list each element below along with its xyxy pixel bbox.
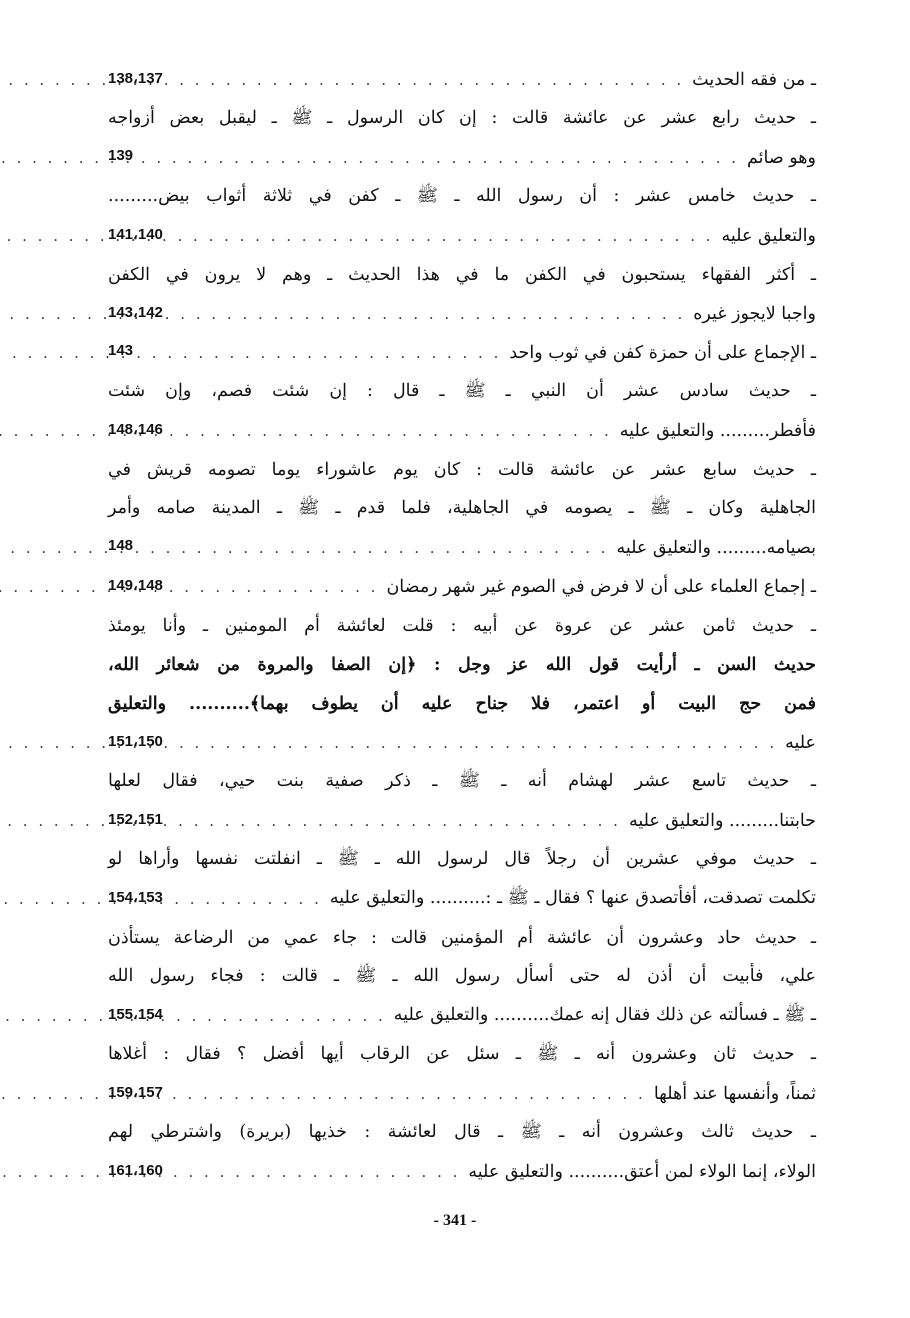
- toc-entry-line: [108, 372, 816, 411]
- toc-entry-line: [108, 294, 816, 333]
- table-of-contents: [108, 60, 816, 1191]
- toc-entry-text: ـ حديث موفي عشرين أن رجلاً قال لرسول الله ـ ﷺ ـ انفلتت نفسها وأراها لو: [108, 848, 816, 869]
- toc-entry-line: [108, 606, 816, 645]
- toc-entry-text: ـ حديث ثان وعشرون أنه ـ ﷺ ـ سئل عن الرقاب أيها أفضل ؟ فقال : أغلاها: [108, 1043, 816, 1064]
- toc-page-ref: 152،151: [108, 811, 163, 828]
- dot-leader: [0, 1085, 654, 1103]
- toc-entry-text: ـ حديث خامس عشر : أن رسول الله ـ ﷺ ـ كفن في ثلاثة أثواب بيض.........: [108, 185, 816, 206]
- toc-page-ref: 155،154: [108, 1006, 163, 1023]
- toc-page-ref: 159،157: [108, 1084, 163, 1101]
- toc-entry-text: الجاهلية وكان ـ ﷺ ـ يصومه في الجاهلية، فلما قدم ـ ﷺ ـ المدينة صامه وأمر: [108, 497, 816, 518]
- toc-entry-text: ـ حديث ثالث وعشرون أنه ـ ﷺ ـ قال لعائشة : خذيها (بريرة) واشترطي لهم: [108, 1121, 816, 1142]
- toc-entry-text: ـ الإجماع على أن حمزة كفن في ثوب واحد: [509, 342, 816, 363]
- toc-entry-line: [108, 60, 816, 99]
- toc-page-ref: 139: [108, 147, 134, 164]
- toc-entry-text: ـ ﷺ ـ فسألته عن ذلك فقال إنه عمك.......... والتعليق عليه: [393, 1004, 816, 1025]
- dot-leader: [0, 344, 509, 362]
- toc-entry-line: [108, 1074, 816, 1113]
- toc-page-ref: 141،140: [108, 226, 163, 243]
- toc-entry-line: [108, 1035, 816, 1074]
- toc-entry-text: ـ حديث ثامن عشر عن عروة عن أبيه : قلت لعائشة أم المومنين ـ وأنا يومئذ: [108, 615, 816, 636]
- toc-entry-text: حديث السن ـ أرأيت قول الله عز وجل : ﴿إن الصفا والمروة من شعائر الله،: [108, 654, 816, 675]
- toc-page-ref: 138،137: [108, 70, 163, 87]
- toc-entry-line: [108, 99, 816, 138]
- toc-entry-text: ـ حديث رابع عشر عن عائشة قالت : إن كان الرسول ـ ﷺ ـ ليقبل بعض أزواجه: [108, 107, 816, 128]
- toc-entry-line: [108, 684, 816, 723]
- toc-entry-text: ثمناً، وأنفسها عند أهلها: [653, 1083, 816, 1104]
- page-number: - 341 -: [433, 1212, 477, 1229]
- toc-page-ref: 143،142: [108, 304, 163, 321]
- toc-entry-line: [108, 1152, 816, 1191]
- toc-page-ref: 161،160: [108, 1162, 163, 1179]
- toc-entry-line: [108, 567, 816, 606]
- toc-entry-line: [108, 957, 816, 996]
- toc-entry-line: [108, 645, 816, 684]
- toc-page-ref: 148،146: [108, 421, 163, 438]
- dot-leader: [0, 71, 692, 89]
- toc-entry-text: ـ حديث سادس عشر أن النبي ـ ﷺ ـ قال : إن شئت فصم، وإن شئت: [108, 380, 816, 401]
- toc-entry-text: واجبا لايجوز غيره: [693, 303, 816, 324]
- dot-leader: [0, 1163, 468, 1181]
- toc-entry-line: [108, 255, 816, 294]
- toc-page-ref: 148: [108, 537, 134, 554]
- toc-entry-text: ـ من فقه الحديث: [692, 69, 816, 90]
- toc-entry-text: ـ حديث حاد وعشرون أن عائشة أم المؤمنين قالت : جاء عمي من الرضاعة يستأذن: [108, 927, 816, 948]
- toc-entry-line: [108, 1113, 816, 1152]
- toc-entry-line: [108, 996, 816, 1035]
- toc-entry-text: فأفطر......... والتعليق عليه: [619, 420, 816, 441]
- toc-entry-text: وهو صائم: [747, 147, 816, 168]
- toc-entry-line: [108, 411, 816, 450]
- toc-entry-line: [108, 762, 816, 801]
- dot-leader: [0, 305, 693, 323]
- toc-entry-line: [108, 333, 816, 372]
- toc-entry-line: [108, 450, 816, 489]
- toc-entry-text: تكلمت تصدقت، أفأتصدق عنها ؟ فقال ـ ﷺ ـ :.......... والتعليق عليه: [329, 887, 816, 908]
- toc-entry-line: [108, 801, 816, 840]
- toc-entry-line: [108, 528, 816, 567]
- toc-entry-line: [108, 489, 816, 528]
- toc-entry-text: علي، فأبيت أن أذن له حتى أسأل رسول الله ـ ﷺ ـ قالت : فجاء رسول الله: [108, 965, 816, 986]
- dot-leader: [0, 539, 616, 557]
- toc-entry-text: الولاء، إنما الولاء لمن أعتق.......... والتعليق عليه: [468, 1161, 816, 1182]
- toc-entry-line: [108, 177, 816, 216]
- toc-entry-line: [108, 216, 816, 255]
- toc-entry-line: [108, 723, 816, 762]
- toc-entry-text: ـ حديث تاسع عشر لهشام أنه ـ ﷺ ـ ذكر صفية بنت حيي، فقال لعلها: [108, 770, 816, 791]
- dot-leader: [0, 1007, 394, 1025]
- toc-entry-text: بصيامه......... والتعليق عليه: [616, 537, 816, 558]
- toc-entry-text: حابتنا......... والتعليق عليه: [628, 810, 816, 831]
- toc-page-ref: 149،148: [108, 577, 163, 594]
- toc-entry-text: عليه: [785, 732, 816, 753]
- toc-entry-line: [108, 138, 816, 177]
- dot-leader: [0, 422, 620, 440]
- toc-entry-text: والتعليق عليه: [721, 225, 816, 246]
- toc-entry-text: ـ أكثر الفقهاء يستحبون في الكفن ما في هذا الحديث ـ وهم لا يرون في الكفن: [108, 264, 816, 285]
- toc-page-ref: 151،150: [108, 733, 163, 750]
- toc-entry-text: ـ حديث سابع عشر عن عائشة قالت : كان يوم عاشوراء يوما تصومه قريش في: [108, 459, 816, 480]
- toc-entry-line: [108, 918, 816, 957]
- toc-entry-line: [108, 840, 816, 879]
- toc-entry-text: ـ إجماع العلماء على أن لا فرض في الصوم غير شهر رمضان: [386, 576, 816, 597]
- toc-page-ref: 143: [108, 342, 134, 359]
- toc-entry-line: [108, 879, 816, 918]
- dot-leader: [0, 812, 629, 830]
- toc-entry-text: فمن حج البيت أو اعتمر، فلا جناح عليه أن يطوف بهما﴾.......... والتعليق: [108, 693, 816, 714]
- toc-page-ref: 154،153: [108, 889, 163, 906]
